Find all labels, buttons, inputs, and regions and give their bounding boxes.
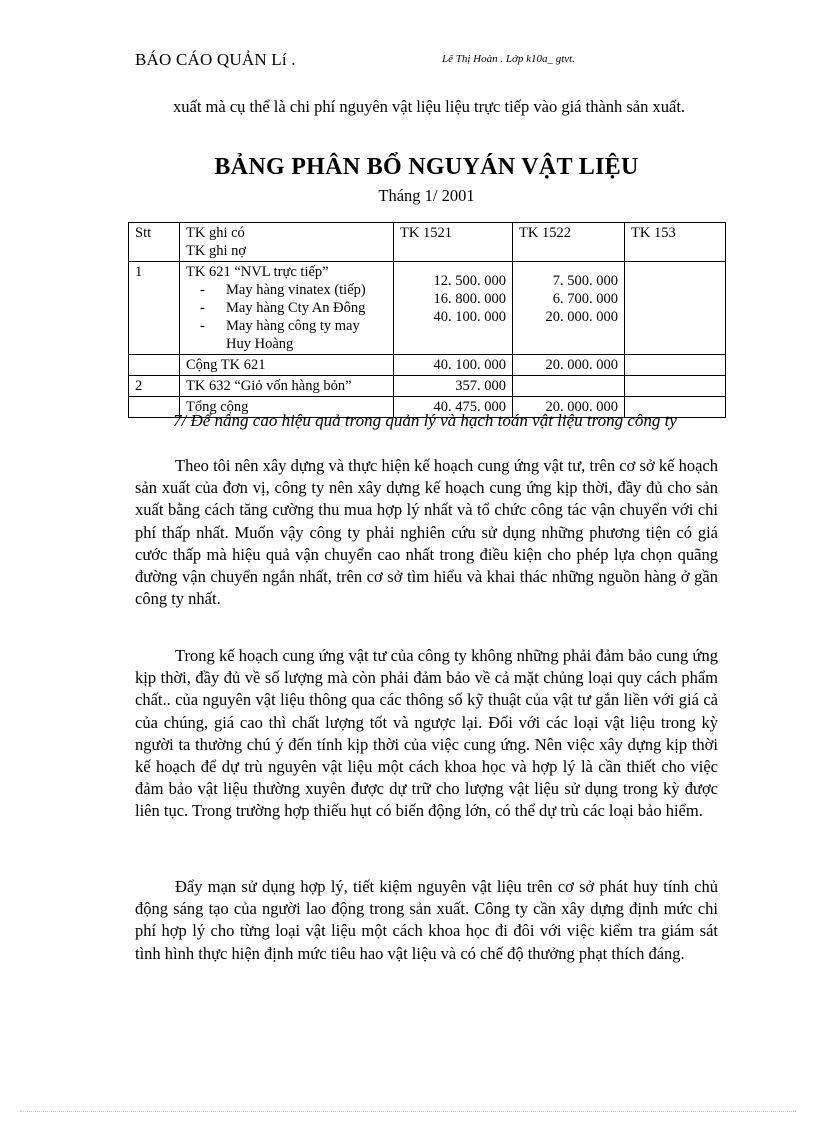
item-name: May hàng công ty may Huy Hoàng [226,318,360,352]
header-stt: Stt [129,223,180,262]
table-row-subtotal [129,355,726,376]
subtotal-tk1522: 20. 000. 000 [513,355,625,376]
header-tk153: TK 153 [625,223,726,262]
value-cell: 16. 800. 000 [433,291,506,307]
list-item [186,299,387,317]
header-tk1522: TK 1522 [513,223,625,262]
item-name: May hàng vinatex (tiếp) [226,282,366,298]
value-cell: 6. 700. 000 [552,291,618,307]
group2-label: TK 632 “Giỏ vốn hàng bỏn” [180,376,394,397]
list-item [186,317,387,353]
header-author: Lê Thị Hoàn . Lớp k10a_ gtvt. [442,53,575,65]
value-cell: 20. 000. 000 [545,309,618,325]
paragraph-text: Đẩy mạn sử dụng hợp lý, tiết kiệm nguyên vật liệu trên cơ sở phát huy tính chủ động sáng tạo của người lao động trong sản xuất. Công ty cần xây dựng định mức chi phí hợp lý cho từng loại vật liệu một cách khoa học đi đôi với việc kiểm tra giám sát tình hình thực hiện định mức tiêu hao vật liệu và có chế độ thưởng phạt thích đáng. [135,877,718,963]
total-tk1521: 40. 475. 000 [394,397,513,418]
table-row-group1 [129,262,726,355]
intro-paragraph [135,96,718,118]
page-bottom-divider [20,1111,796,1112]
table-header-row [129,223,726,262]
body-paragraph-1 [135,455,718,610]
section-heading [135,410,718,431]
section-heading-text: 7/ Để nâng cao hiệu quả trong quản lý và hạch toán vật liệu trong công ty [173,411,677,430]
total-label: Tổng cộng [180,397,394,418]
group1-tk1521-values [394,262,513,355]
header-report-title: BÁO CÁO QUẢN Lí . [135,50,296,69]
value-cell: 7. 500. 000 [552,273,618,289]
list-dash: - [200,300,205,316]
group1-stt: 1 [129,262,180,355]
body-paragraph-3 [135,876,718,965]
group1-tk153-values [625,262,726,355]
item-name: May hàng Cty An Đông [226,300,366,316]
allocation-table [128,222,726,418]
paragraph-text: Trong kế hoạch cung ứng vật tư của công ty không những phải đảm bảo cung ứng kịp thời, đầy đủ về số lượng mà còn phải đảm bảo về cả mặt chủng loại quy cách phẩm chất.. của nguyên vật liệu thông qua các thông số kỹ thuật của vật tư gắn liền với giá cả của chúng, giá cao thì chất lượng tốt và ngược lại. Đối với các loại vật liệu trong kỳ người ta thường chú ý đến tính kịp thời của việc cung ứng. Nên việc xây dựng kịp thời kế hoạch để dự trù nguyên vật liệu một cách khoa học và hợp lý là cần thiết cho việc đảm bảo vật liệu thường xuyên được dự trữ cho lượng vật liệu sử dụng trong kỳ được liên tục. Trong trường hợp thiếu hụt có biến động lớn, có thể dự trù các loại bảo hiểm. [135,646,718,821]
group1-tk1522-values [513,262,625,355]
header-accounts [180,223,394,262]
value-cell: 12. 500. 000 [433,273,506,289]
group1-label: TK 621 “NVL trực tiếp” [186,264,329,280]
paragraph-text: Theo tôi nên xây dựng và thực hiện kế hoạch cung ứng vật tư, trên cơ sở kế hoạch sản xuất của đơn vị, công ty nên xây dựng kế hoạch cung ứng kịp thời, đầy đủ cho sản xuất bằng cách tăng cường thu mua hợp lý nhất và tổ chức công tác vận chuyển với chi phí thấp nhất. Muốn vậy công ty phải nghiên cứu sử dụng những phương tiện có giá cước thấp mà hiệu quả vận chuyển cao nhất trong điều kiện cho phép lựa chọn quãng đường vận chuyển ngắn nhất, trên cơ sở tìm hiểu và khai thác những nguồn hàng ở gần công ty nhất. [135,456,718,609]
intro-text: xuất mà cụ thể là chi phí nguyên vật liệu liệu trực tiếp vào giá thành sản xuất. [173,97,686,116]
subtotal-tk1521: 40. 100. 000 [394,355,513,376]
body-paragraph-2 [135,645,718,823]
page-title: BẢNG PHÂN BỔ NGUYÁN VẬT LIỆU [214,154,639,180]
list-dash: - [200,318,205,334]
group2-stt: 2 [129,376,180,397]
group1-accounts [180,262,394,355]
total-tk1522: 20. 000. 000 [513,397,625,418]
value-cell: 40. 100. 000 [433,309,506,325]
subtotal-label: Cộng TK 621 [180,355,394,376]
list-dash: - [200,282,205,298]
list-item [186,281,387,299]
group2-tk1521: 357. 000 [394,376,513,397]
header-tk1521: TK 1521 [394,223,513,262]
page-subtitle: Tháng 1/ 2001 [378,186,475,205]
table-row-group2 [129,376,726,397]
header-account-debit: TK ghi nợ [186,243,247,259]
header-account-credit: TK ghi có [186,225,245,241]
